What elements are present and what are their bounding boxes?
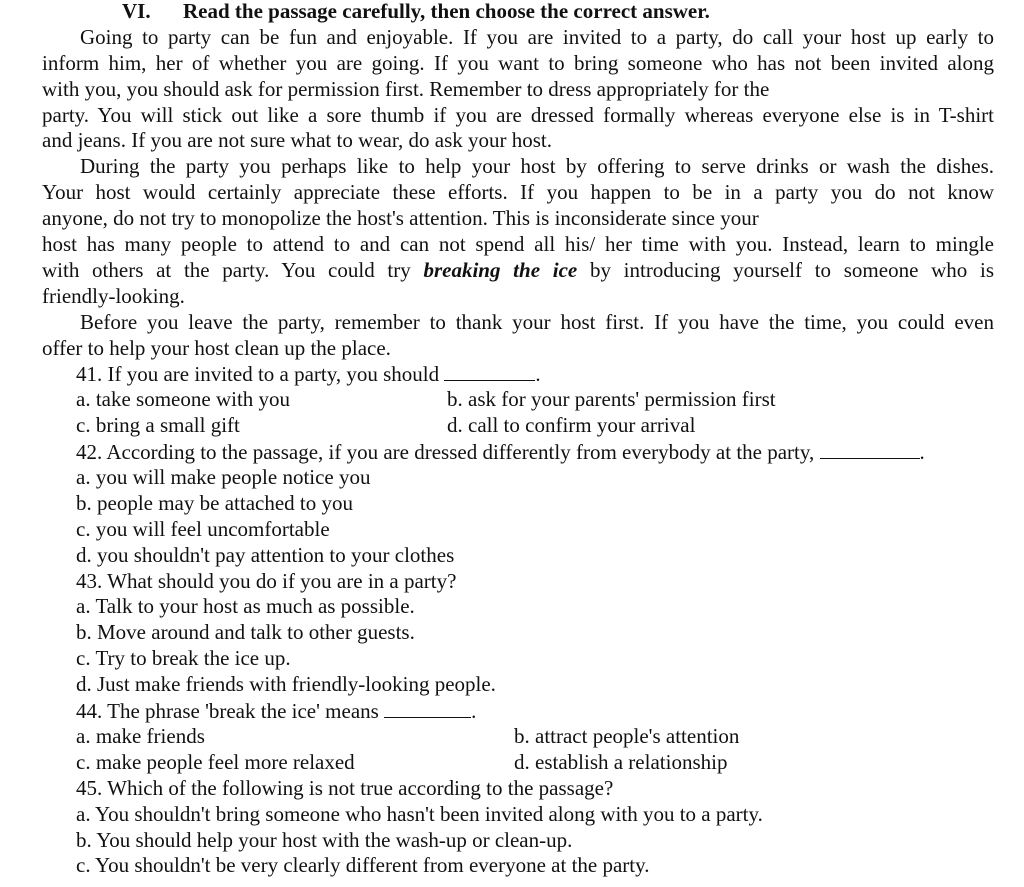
passage-line: party. You will stick out like a sore thumb if you are dressed formally whereas everyone else is in T-shirt bbox=[42, 102, 994, 127]
passage-line: anyone, do not try to monopolize the host's attention. This is inconsiderate since your bbox=[42, 206, 759, 231]
emphasized-phrase: breaking the ice bbox=[423, 257, 578, 282]
option-d: d. Just make friends with friendly-looking people. bbox=[76, 672, 496, 697]
option-b: b. attract people's attention bbox=[514, 723, 740, 748]
option-b: b. Move around and talk to other guests. bbox=[76, 620, 415, 645]
option-row bbox=[76, 413, 1024, 439]
passage-line: During the party you perhaps like to help your host by offering to serve drinks or wash the dishes. bbox=[80, 154, 994, 179]
answer-blank bbox=[444, 361, 535, 381]
section-number: VI. bbox=[122, 0, 151, 23]
option-b: b. people may be attached to you bbox=[76, 490, 353, 515]
option-c: c. make people feel more relaxed bbox=[76, 749, 355, 774]
question-stem bbox=[76, 439, 1024, 465]
passage-line-ice bbox=[42, 258, 994, 284]
option-c: c. you will feel uncomfortable bbox=[76, 516, 330, 541]
passage-text: by introducing yourself to someone who is bbox=[589, 257, 994, 282]
option-a: a. Talk to your host as much as possible. bbox=[76, 594, 415, 619]
question-45 bbox=[0, 776, 1024, 880]
reading-passage bbox=[0, 25, 1024, 362]
question-stem bbox=[76, 361, 1024, 387]
passage-line: with you, you should ask for permission first. Remember to dress appropriately for the bbox=[42, 76, 770, 101]
passage-line: Before you leave the party, remember to thank your host first. If you have the time, you could even bbox=[80, 309, 994, 334]
option-a: a. You shouldn't bring someone who hasn't been invited along with you to a party. bbox=[76, 801, 763, 826]
passage-text: with others at the party. You could try bbox=[42, 257, 411, 282]
option-b: b. ask for your parents' permission first bbox=[447, 387, 776, 412]
section-heading bbox=[122, 0, 1024, 25]
question-stem: 45. Which of the following is not true according to the passage? bbox=[76, 775, 614, 800]
question-end: . bbox=[471, 699, 477, 724]
option-c: c. You shouldn't be very clearly different from everyone at the party. bbox=[76, 853, 650, 878]
passage-line: and jeans. If you are not sure what to wear, do ask your host. bbox=[42, 128, 553, 153]
passage-line: offer to help your host clean up the place. bbox=[42, 335, 391, 360]
option-row bbox=[76, 387, 1024, 413]
option-d: d. call to confirm your arrival bbox=[447, 413, 696, 438]
question-text: 42. According to the passage, if you are dressed differently from everybody at the party, bbox=[76, 440, 815, 465]
option-c: c. Try to break the ice up. bbox=[76, 646, 291, 671]
question-text: 44. The phrase 'break the ice' means bbox=[76, 699, 379, 724]
section-instruction: Read the passage carefully, then choose the correct answer. bbox=[183, 0, 710, 23]
question-42 bbox=[0, 439, 1024, 568]
option-b: b. You should help your host with the wash-up or clean-up. bbox=[76, 827, 573, 852]
passage-line: friendly-looking. bbox=[42, 283, 185, 308]
passage-line: inform him, her of whether you are going. If you want to bring someone who has not been invited along bbox=[42, 50, 994, 75]
option-a: a. make friends bbox=[76, 723, 205, 748]
answer-blank bbox=[384, 698, 471, 718]
question-stem: 43. What should you do if you are in a party? bbox=[76, 568, 457, 593]
option-d: d. establish a relationship bbox=[514, 749, 728, 774]
option-d: d. you shouldn't pay attention to your clothes bbox=[76, 542, 455, 567]
passage-line: Going to party can be fun and enjoyable. If you are invited to a party, do call your host up early to bbox=[80, 24, 994, 49]
passage-line: Your host would certainly appreciate these efforts. If you happen to be in a party you do not know bbox=[42, 180, 994, 205]
option-a: a. you will make people notice you bbox=[76, 465, 371, 490]
option-a: a. take someone with you bbox=[76, 387, 291, 412]
question-end: . bbox=[919, 440, 925, 465]
question-43 bbox=[0, 569, 1024, 698]
passage-line: host has many people to attend to and can not spend all his/ her time with you. Instead, learn to mingle bbox=[42, 232, 994, 257]
answer-blank bbox=[820, 439, 920, 459]
option-row bbox=[76, 724, 1024, 750]
question-stem bbox=[76, 698, 1024, 724]
option-row bbox=[76, 750, 1024, 776]
question-44 bbox=[0, 698, 1024, 776]
question-text: 41. If you are invited to a party, you should bbox=[76, 362, 440, 387]
question-end: . bbox=[535, 362, 541, 387]
option-c: c. bring a small gift bbox=[76, 413, 240, 438]
question-41 bbox=[0, 361, 1024, 439]
